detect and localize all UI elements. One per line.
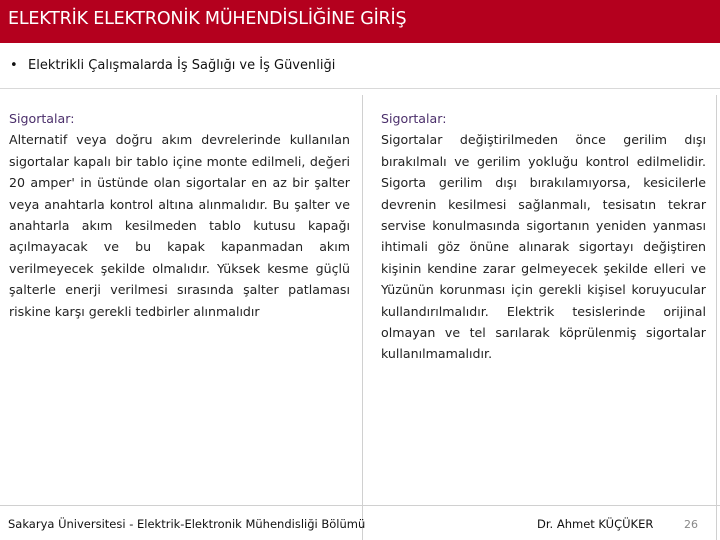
left-text-column [9, 108, 350, 322]
right-column-body: Sigortalar değiştirilmeden önce gerilim dışı bırakılmalı ve gerilim yokluğu kontrol edilmelidir. Sigorta gerilim dışı bırakılamıyorsa, kesicilerle devrenin kesilmesi sağlanmalı, tesisatın tekrar servise konulmasında sigortanın yeniden yanması ihtimali göz önüne alınarak sigortayı değiştiren kişinin kendine zarar gelmeyecek şekilde elleri ve Yüzünün korunması için gerekli kişisel koruyucular kullandırılmalıdır. Elektrik tesislerinde orijinal olmayan ve tel sarılarak köprülenmiş sigortalar kullanılmamalıdır. [381, 132, 706, 362]
footer-divider [0, 505, 720, 506]
bullet-icon: • [10, 58, 18, 73]
footer-author: Dr. Ahmet KÜÇÜKER [537, 517, 654, 531]
column-divider [362, 95, 363, 540]
slide-title: ELEKTRİK ELEKTRONİK MÜHENDİSLİĞİNE GİRİŞ [8, 9, 407, 29]
right-text-column [381, 108, 706, 365]
footer-institution: Sakarya Üniversitesi - Elektrik-Elektronik Mühendisliği Bölümü [8, 517, 366, 531]
section-title: Elektrikli Çalışmalarda İş Sağlığı ve İş Güvenliği [28, 58, 336, 73]
slide-header [0, 0, 720, 43]
section-heading [10, 58, 335, 73]
left-column-heading: Sigortalar: [9, 111, 75, 126]
left-column-body: Alternatif veya doğru akım devrelerinde kullanılan sigortalar kapalı bir tablo içine monte edilmeli, değeri 20 amper' in üstünde olan sigortalar en az bir şalter veya anahtarla kontrol altına alınmalıdır. Bu şalter ve anahtarla akım kesilmeden tablo kutusu kapağı açılmayacak ve bu kapak kapanmadan akım verilmeyecek şekilde olmalıdır. Yüksek kesme güçlü şalterle enerji verilmesi sırasında şalter patlaması riskine karşı gerekli tedbirler alınmalıdır [9, 132, 350, 319]
header-divider [0, 88, 720, 89]
right-border [716, 95, 717, 540]
right-column-heading: Sigortalar: [381, 111, 447, 126]
page-number: 26 [684, 518, 698, 531]
